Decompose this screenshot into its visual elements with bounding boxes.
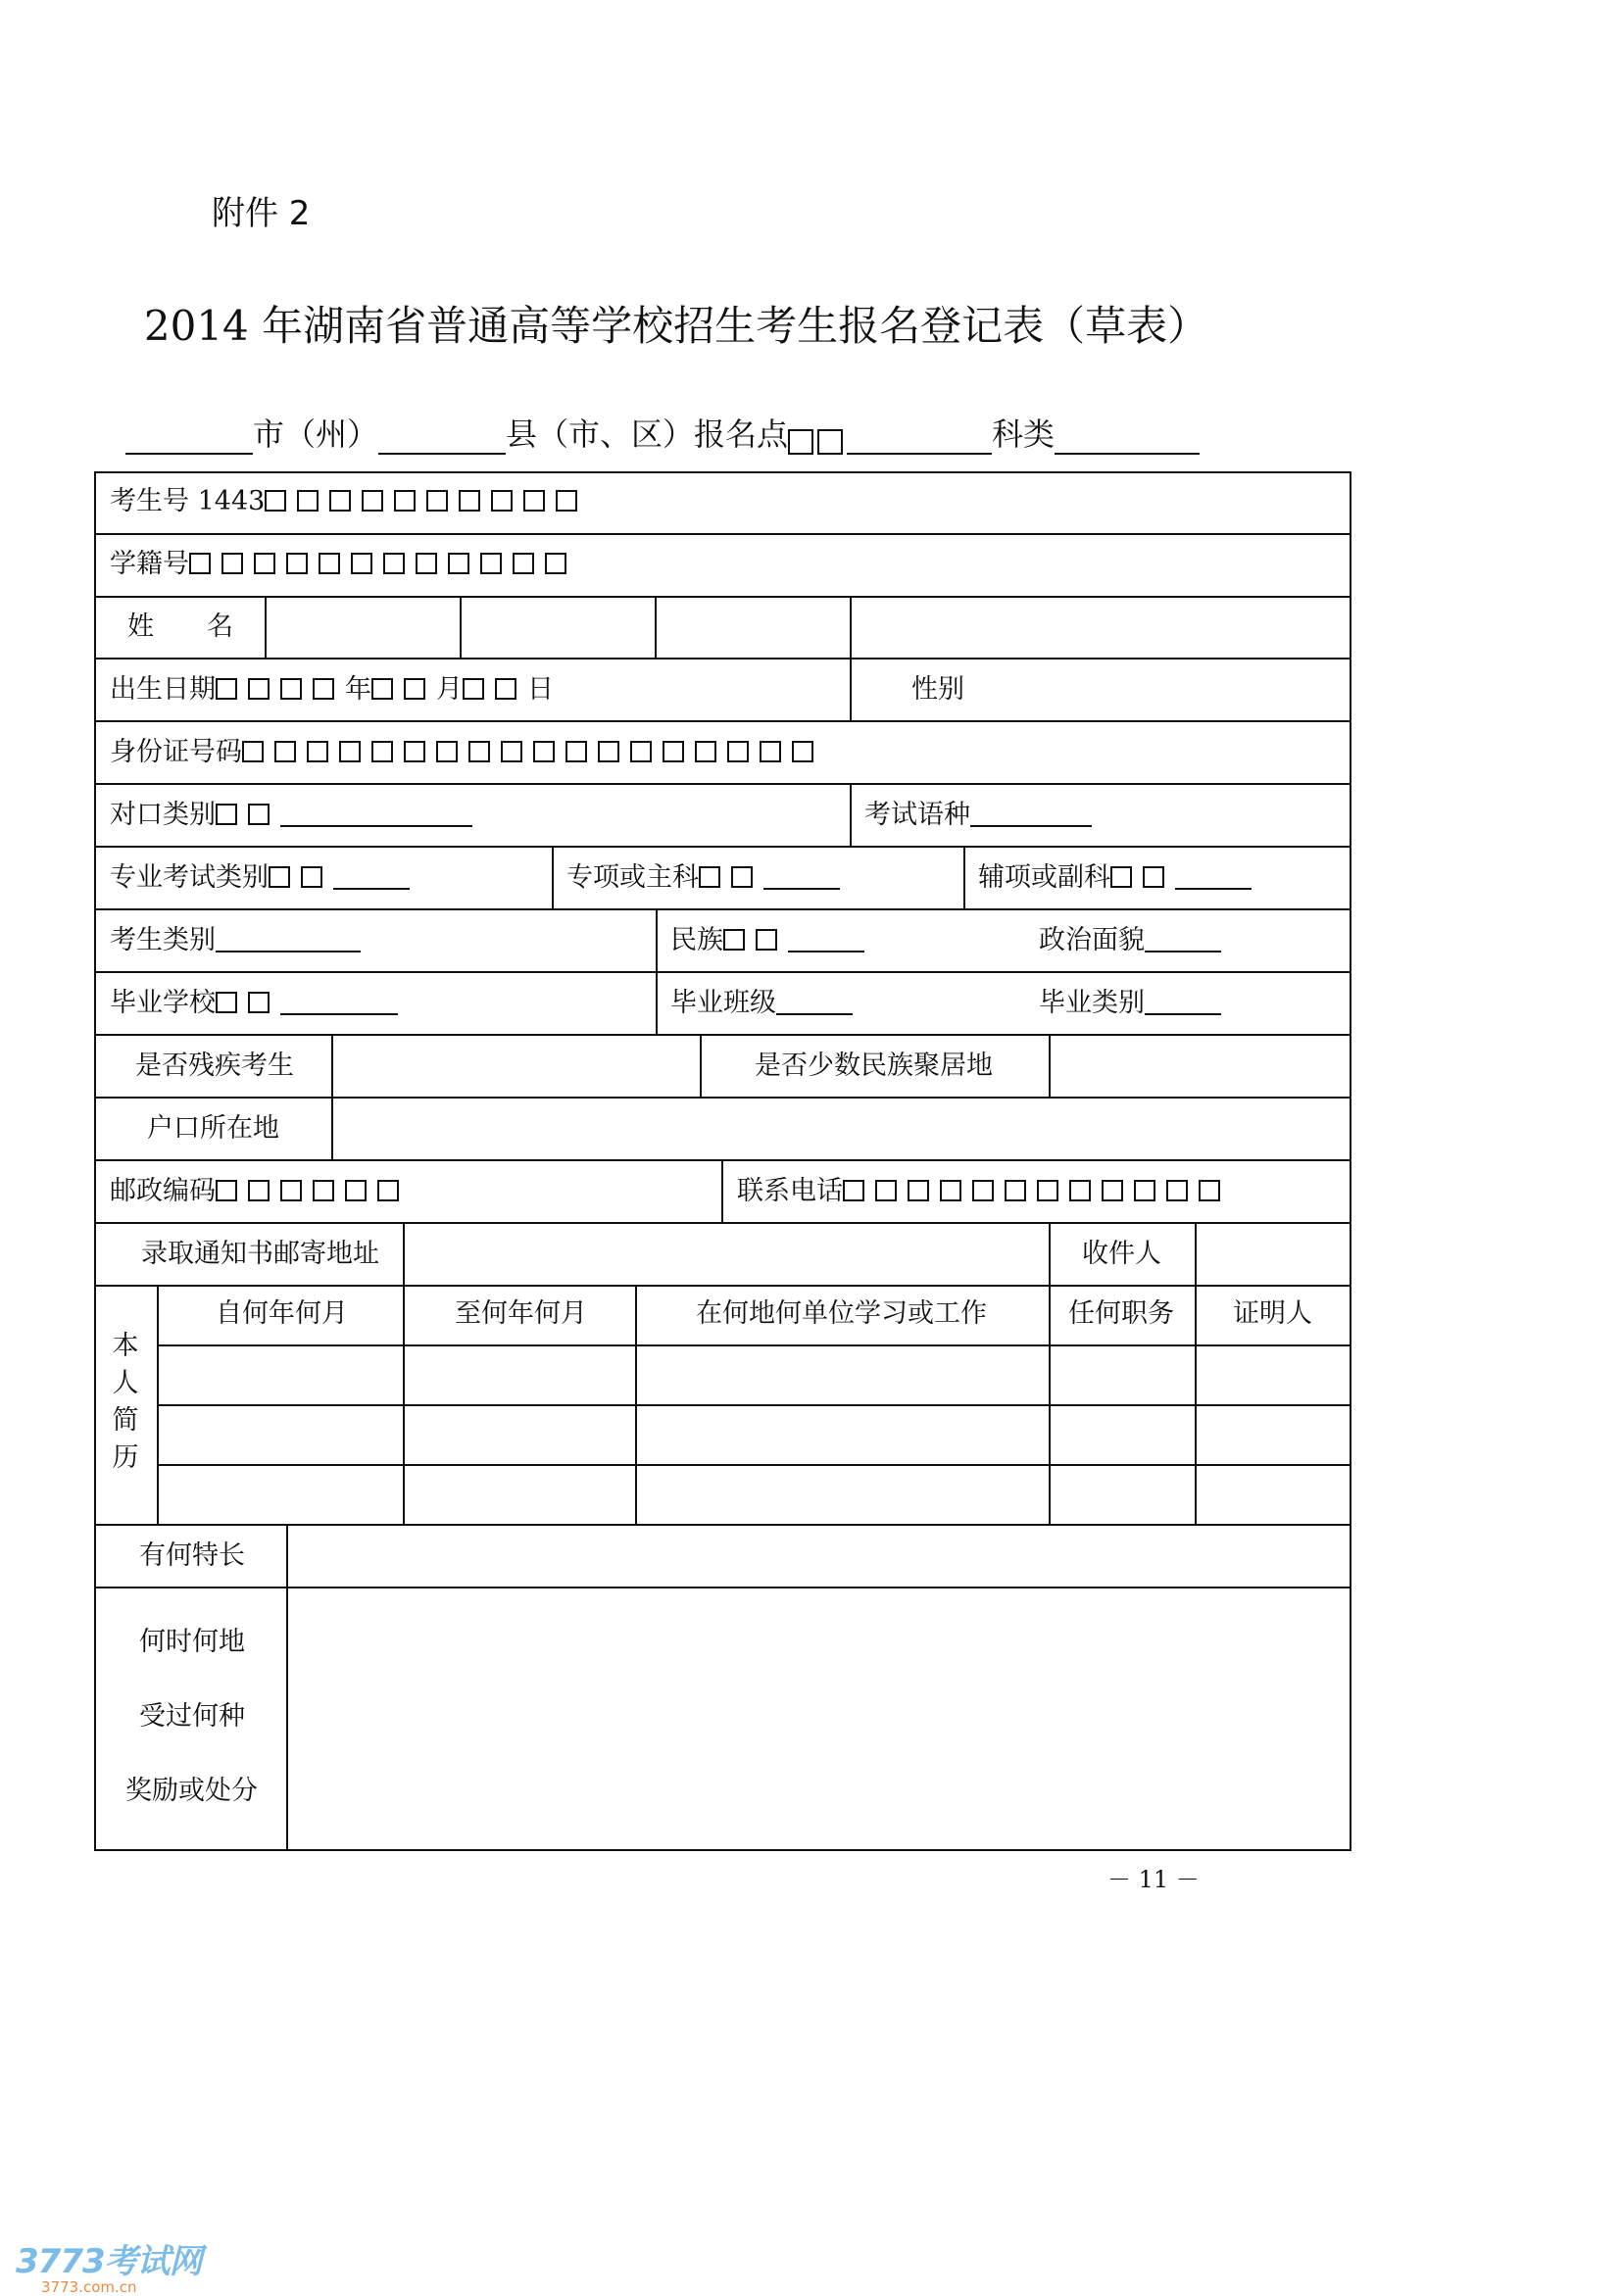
digit-box[interactable]	[501, 741, 522, 762]
aux-label: 辅项或副科	[978, 862, 1110, 893]
digit-box[interactable]	[313, 678, 334, 700]
watermark-text: 3773考试网	[16, 2242, 202, 2281]
digit-box[interactable]	[513, 553, 534, 574]
phone-field	[737, 1176, 1231, 1207]
digit-box[interactable]	[723, 929, 745, 951]
digit-box[interactable]	[313, 1180, 334, 1201]
digit-box[interactable]	[216, 804, 237, 825]
city-blank[interactable]	[125, 414, 253, 455]
digit-box[interactable]	[242, 741, 264, 762]
digit-box[interactable]	[1037, 1180, 1058, 1201]
digit-box[interactable]	[216, 1180, 237, 1201]
duikou-blank[interactable]	[280, 800, 472, 827]
digit-box[interactable]	[598, 741, 619, 762]
aux-field	[978, 862, 1252, 894]
digit-box[interactable]	[523, 490, 545, 512]
digit-box[interactable]	[972, 1180, 994, 1201]
digit-box[interactable]	[189, 553, 211, 574]
digit-box[interactable]	[319, 553, 340, 574]
digit-box[interactable]	[248, 1180, 270, 1201]
major-exam-label: 专业考试类别	[110, 862, 269, 893]
digit-box[interactable]	[265, 490, 286, 512]
digit-box[interactable]	[695, 741, 716, 762]
digit-box[interactable]	[1166, 1180, 1188, 1201]
cand-type-blank[interactable]	[216, 925, 361, 953]
digit-box[interactable]	[216, 678, 237, 700]
digit-box[interactable]	[371, 678, 393, 700]
checkbox[interactable]	[817, 429, 843, 455]
attachment-label: 附件 2	[212, 194, 311, 233]
digit-box[interactable]	[404, 741, 425, 762]
ethnicity-blank[interactable]	[788, 925, 864, 953]
digit-box[interactable]	[491, 490, 513, 512]
digit-box[interactable]	[463, 678, 484, 700]
page-number: － 11 －	[1107, 1866, 1200, 1893]
digit-box[interactable]	[329, 490, 351, 512]
digit-box[interactable]	[297, 490, 319, 512]
special-main-label: 专项或主科	[566, 862, 699, 893]
digit-box[interactable]	[254, 553, 275, 574]
exam-lang-field	[864, 800, 1092, 831]
digit-box[interactable]	[248, 992, 270, 1013]
digit-box[interactable]	[339, 741, 361, 762]
aux-blank[interactable]	[1175, 862, 1252, 890]
postcode-label: 邮政编码	[110, 1176, 216, 1206]
subject-label: 科类	[992, 415, 1056, 453]
digit-box[interactable]	[468, 741, 490, 762]
digit-box[interactable]	[843, 1180, 864, 1201]
postcode-field	[110, 1176, 410, 1207]
resume-col-place: 在何地何单位学习或工作	[696, 1298, 987, 1329]
digit-box[interactable]	[436, 741, 458, 762]
digit-box[interactable]	[280, 1180, 302, 1201]
political-blank[interactable]	[1145, 925, 1221, 953]
specialty-label: 有何特长	[139, 1540, 245, 1571]
digit-box[interactable]	[280, 678, 302, 700]
digit-box[interactable]	[394, 490, 416, 512]
grad-type-blank[interactable]	[1145, 988, 1221, 1015]
digit-box[interactable]	[1199, 1180, 1220, 1201]
student-reg-label: 学籍号	[110, 549, 189, 579]
digit-box[interactable]	[248, 804, 270, 825]
disabled-label: 是否残疾考生	[135, 1050, 294, 1081]
digit-box[interactable]	[1110, 866, 1132, 888]
resume-col-to: 至何年何月	[455, 1298, 587, 1329]
form-header-line	[125, 410, 1200, 455]
site-blank[interactable]	[847, 414, 992, 455]
resume-col-witness: 证明人	[1233, 1298, 1312, 1329]
digit-box[interactable]	[404, 678, 425, 700]
digit-box[interactable]	[731, 866, 753, 888]
digit-box[interactable]	[699, 866, 720, 888]
digit-box[interactable]	[448, 553, 469, 574]
county-blank[interactable]	[378, 414, 506, 455]
id-no-label: 身份证号码	[110, 737, 242, 767]
cand-type-field	[110, 925, 361, 956]
political-field	[1039, 925, 1221, 956]
grad-type-field	[1039, 988, 1221, 1019]
grad-class-blank[interactable]	[776, 988, 853, 1015]
digit-box[interactable]	[727, 741, 749, 762]
digit-box[interactable]	[362, 490, 383, 512]
digit-box[interactable]	[371, 741, 393, 762]
watermark-url: 3773.com.cn	[41, 2278, 137, 2296]
grad-school-blank[interactable]	[280, 988, 398, 1015]
student-reg-field	[110, 549, 577, 580]
digit-box[interactable]	[908, 1180, 929, 1201]
duikou-label: 对口类别	[110, 800, 216, 830]
birth-label: 出生日期	[110, 674, 216, 705]
digit-box[interactable]	[940, 1180, 961, 1201]
gender-label: 性别	[911, 674, 964, 705]
county-label: 县（市、区）报名点	[506, 415, 789, 453]
cand-type-label: 考生类别	[110, 925, 216, 955]
digit-box[interactable]	[377, 1180, 399, 1201]
birth-field	[110, 674, 554, 706]
digit-box[interactable]	[216, 992, 237, 1013]
exam-lang-label: 考试语种	[864, 800, 970, 830]
ethnicity-label: 民族	[670, 925, 723, 955]
major-exam-field	[110, 862, 410, 894]
minority-label: 是否少数民族聚居地	[755, 1050, 993, 1081]
digit-box[interactable]	[760, 741, 781, 762]
resume-label: 本 人 简 历	[112, 1331, 139, 1473]
duikou-field	[110, 800, 472, 831]
name-label: 姓 名	[127, 611, 233, 642]
digit-box[interactable]	[1134, 1180, 1155, 1201]
grad-class-field	[670, 988, 853, 1019]
digit-box[interactable]	[495, 678, 516, 700]
digit-box[interactable]	[301, 866, 322, 888]
exam-no-label: 考生号 1443	[110, 486, 266, 516]
digit-box[interactable]	[221, 553, 243, 574]
grad-class-label: 毕业班级	[670, 988, 776, 1018]
year-label: 年	[345, 674, 371, 705]
exam-no-field	[110, 486, 588, 517]
special-main-field	[566, 862, 840, 894]
awards-label-2: 受过何种	[139, 1701, 245, 1732]
special-main-blank[interactable]	[763, 862, 840, 890]
notice-addr-label: 录取通知书邮寄地址	[141, 1239, 379, 1269]
hukou-label: 户口所在地	[147, 1113, 279, 1144]
digit-box[interactable]	[416, 553, 437, 574]
digit-box[interactable]	[351, 553, 372, 574]
digit-box[interactable]	[1143, 866, 1164, 888]
city-label: 市（州）	[253, 415, 379, 453]
digit-box[interactable]	[269, 866, 290, 888]
grad-type-label: 毕业类别	[1039, 988, 1145, 1018]
month-label: 月	[436, 674, 463, 705]
id-no-field	[110, 737, 824, 768]
watermark-logo	[16, 2234, 202, 2296]
digit-box[interactable]	[459, 490, 480, 512]
exam-lang-blank[interactable]	[970, 800, 1092, 827]
digit-box[interactable]	[480, 553, 502, 574]
grad-school-label: 毕业学校	[110, 988, 216, 1018]
digit-box[interactable]	[792, 741, 813, 762]
awards-label-3: 奖励或处分	[125, 1776, 258, 1806]
digit-box[interactable]	[274, 741, 296, 762]
page-title: 2014 年湖南省普通高等学校招生考生报名登记表（草表）	[143, 302, 1209, 350]
digit-box[interactable]	[533, 741, 555, 762]
digit-box[interactable]	[630, 741, 652, 762]
digit-box[interactable]	[1005, 1180, 1026, 1201]
resume-col-position: 任何职务	[1068, 1298, 1174, 1329]
digit-box[interactable]	[1102, 1180, 1123, 1201]
day-label: 日	[527, 674, 554, 705]
digit-box[interactable]	[426, 490, 448, 512]
digit-box[interactable]	[875, 1180, 897, 1201]
checkbox[interactable]	[788, 429, 813, 455]
ethnicity-field	[670, 925, 864, 956]
digit-box[interactable]	[383, 553, 405, 574]
digit-box[interactable]	[248, 678, 270, 700]
digit-box[interactable]	[556, 490, 577, 512]
digit-box[interactable]	[307, 741, 328, 762]
subject-blank[interactable]	[1055, 414, 1200, 455]
recipient-label: 收件人	[1082, 1239, 1161, 1269]
digit-box[interactable]	[1069, 1180, 1091, 1201]
political-label: 政治面貌	[1039, 925, 1145, 955]
digit-box[interactable]	[756, 929, 777, 951]
digit-box[interactable]	[286, 553, 308, 574]
digit-box[interactable]	[565, 741, 587, 762]
digit-box[interactable]	[545, 553, 566, 574]
digit-box[interactable]	[345, 1180, 367, 1201]
digit-box[interactable]	[663, 741, 684, 762]
awards-label-1: 何时何地	[139, 1627, 245, 1657]
phone-label: 联系电话	[737, 1176, 843, 1206]
resume-col-from: 自何年何月	[216, 1298, 348, 1329]
major-exam-blank[interactable]	[333, 862, 410, 890]
grad-school-field	[110, 988, 398, 1019]
